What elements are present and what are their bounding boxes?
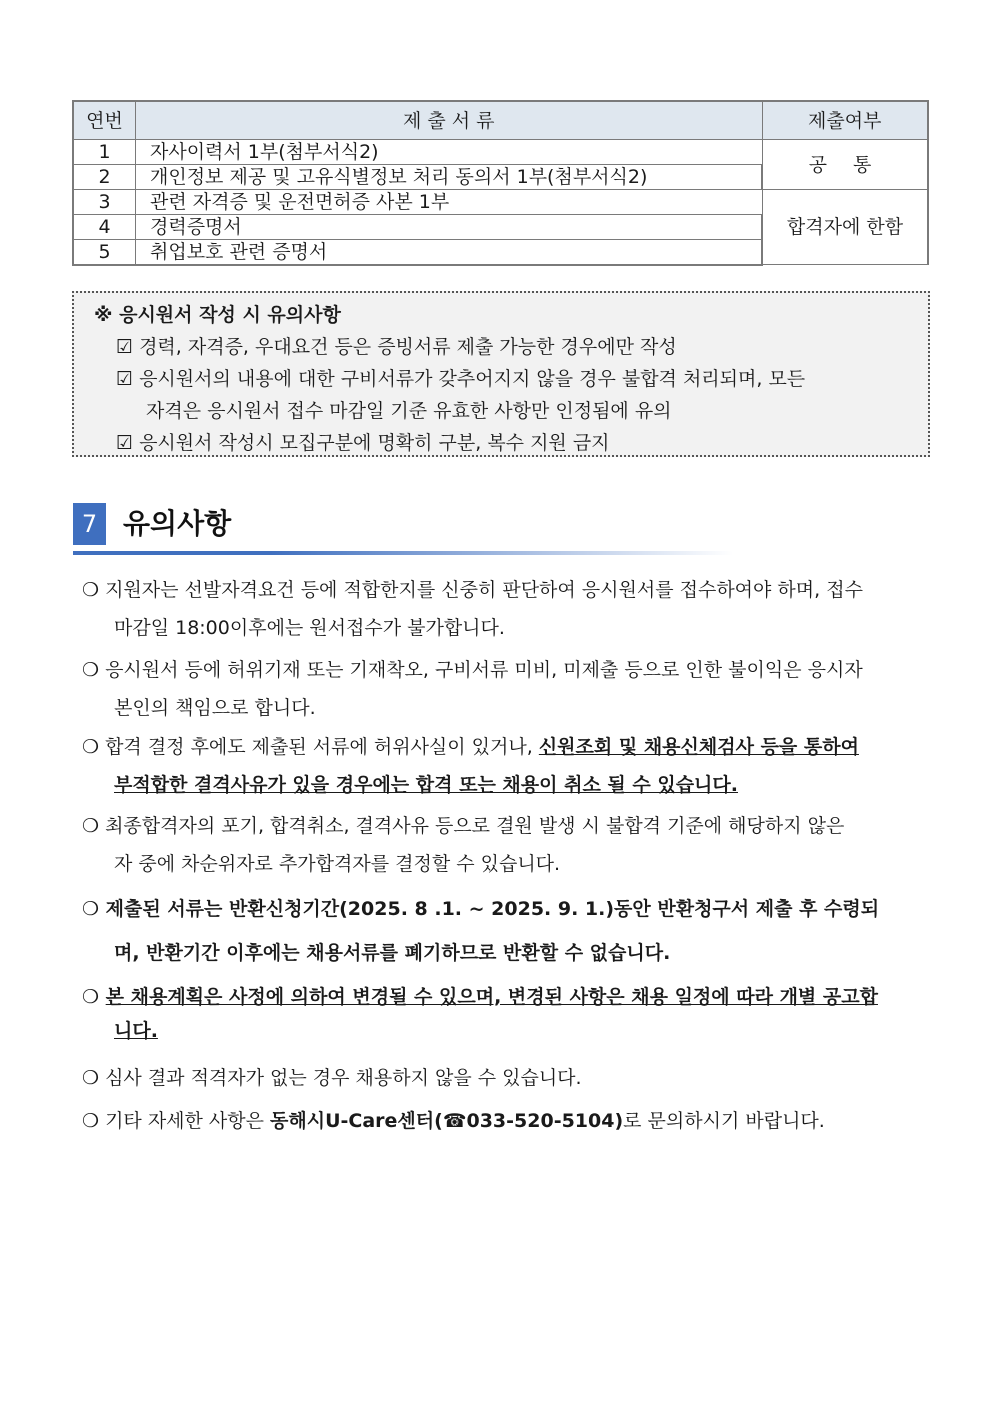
notes-title: ※ 응시원서 작성 시 유의사항 bbox=[94, 304, 341, 326]
contact-info: 동해시U-Care센터(☎033-520-5104) bbox=[270, 1110, 624, 1132]
notes-item bbox=[94, 363, 918, 427]
notice-item bbox=[82, 807, 928, 883]
header-docs: 제 출 서 류 bbox=[136, 101, 763, 140]
notice-text: ❍ 기타 자세한 사항은 bbox=[82, 1110, 271, 1132]
row-no: 2 bbox=[73, 165, 136, 190]
document-table bbox=[72, 100, 929, 266]
notice-text: 로 문의하시기 바랍니다. bbox=[623, 1110, 825, 1132]
row-doc: 취업보호 관련 증명서 bbox=[136, 240, 763, 265]
row-doc: 개인정보 제공 및 고유식별정보 처리 동의서 1부(첨부서식2) bbox=[136, 165, 763, 190]
row-doc: 관련 자격증 및 운전면허증 사본 1부 bbox=[136, 190, 763, 215]
section-heading bbox=[73, 500, 733, 560]
notice-line: 본인의 책임으로 합니다. bbox=[114, 697, 316, 719]
row-doc: 자사이력서 1부(첨부서식2) bbox=[136, 140, 763, 165]
section-number: 7 bbox=[73, 503, 106, 545]
notice-item bbox=[82, 651, 928, 727]
notes-item-line: ☑ 응시원서의 내용에 대한 구비서류가 갖추어지지 않을 경우 불합격 처리되며, 모든 bbox=[116, 368, 806, 390]
notice-line: ❍ 제출된 서류는 반환신청기간(2025. 8 .1. ~ 2025. 9. 1.)동안 반환청구서 제출 후 수령되 bbox=[82, 898, 880, 920]
notice-item bbox=[82, 1059, 928, 1097]
notice-text: ❍ 합격 결정 후에도 제출된 서류에 허위사실이 있거나, bbox=[82, 736, 539, 758]
notice-line: ❍ 지원자는 선발자격요건 등에 적합한지를 신중히 판단하여 응시원서를 접수하여야 하며, 접수 bbox=[82, 579, 863, 601]
notes-item: ☑ 경력, 자격증, 우대요건 등은 증빙서류 제출 가능한 경우에만 작성 bbox=[116, 336, 677, 358]
notice-line: 마감일 18:00이후에는 원서접수가 불가합니다. bbox=[114, 617, 505, 639]
section-title: 유의사항 bbox=[123, 507, 232, 540]
row-no: 3 bbox=[73, 190, 136, 215]
section-underline bbox=[73, 551, 733, 555]
notice-line: ❍ 응시원서 등에 허위기재 또는 기재착오, 구비서류 미비, 미제출 등으로 인한 불이익은 응시자 bbox=[82, 659, 863, 681]
notice-line: 며, 반환기간 이후에는 채용서류를 폐기하므로 반환할 수 없습니다. bbox=[114, 942, 671, 964]
notes-item: ☑ 응시원서 작성시 모집구분에 명확히 구분, 복수 지원 금지 bbox=[116, 432, 610, 454]
header-no: 연번 bbox=[73, 101, 136, 140]
row-doc: 경력증명서 bbox=[136, 215, 763, 240]
application-notes-box bbox=[72, 291, 930, 457]
submit-common: 공 통 bbox=[762, 140, 928, 190]
notice-line bbox=[82, 728, 928, 766]
row-no: 1 bbox=[73, 140, 136, 165]
notes-item-continuation: 자격은 응시원서 접수 마감일 기준 유효한 사항만 인정됨에 유의 bbox=[146, 400, 672, 422]
notice-emphasis: 신원조회 및 채용신체검사 등을 통하여 bbox=[538, 736, 859, 758]
notice-line: ❍ 심사 결과 적격자가 없는 경우 채용하지 않을 수 있습니다. bbox=[82, 1067, 582, 1089]
notice-text: ❍ bbox=[82, 986, 106, 1008]
table-row bbox=[73, 190, 928, 215]
notice-emphasis: 부적합한 결격사유가 있을 경우에는 합격 또는 채용이 취소 될 수 있습니다. bbox=[114, 774, 738, 796]
notice-line: ❍ 최종합격자의 포기, 합격취소, 결격사유 등으로 결원 발생 시 불합격 기준에 해당하지 않은 bbox=[82, 815, 845, 837]
notice-line bbox=[82, 978, 928, 1016]
notice-item bbox=[82, 978, 928, 1046]
submit-passed-only: 합격자에 한함 bbox=[762, 190, 928, 265]
notice-item bbox=[82, 1102, 928, 1140]
row-no: 4 bbox=[73, 215, 136, 240]
table-row bbox=[73, 140, 928, 165]
notice-emphasis: 니다. bbox=[114, 1020, 158, 1042]
notice-item bbox=[82, 571, 928, 647]
notice-emphasis: 본 채용계획은 사정에 의하여 변경될 수 있으며, 변경된 사항은 채용 일정에 따라 개별 공고합 bbox=[105, 986, 878, 1008]
header-submit: 제출여부 bbox=[762, 101, 928, 140]
notice-line: 자 중에 차순위자로 추가합격자를 결정할 수 있습니다. bbox=[114, 853, 561, 875]
row-no: 5 bbox=[73, 240, 136, 265]
notice-item bbox=[82, 728, 928, 804]
notice-item bbox=[82, 887, 928, 975]
notice-line bbox=[82, 1102, 928, 1140]
